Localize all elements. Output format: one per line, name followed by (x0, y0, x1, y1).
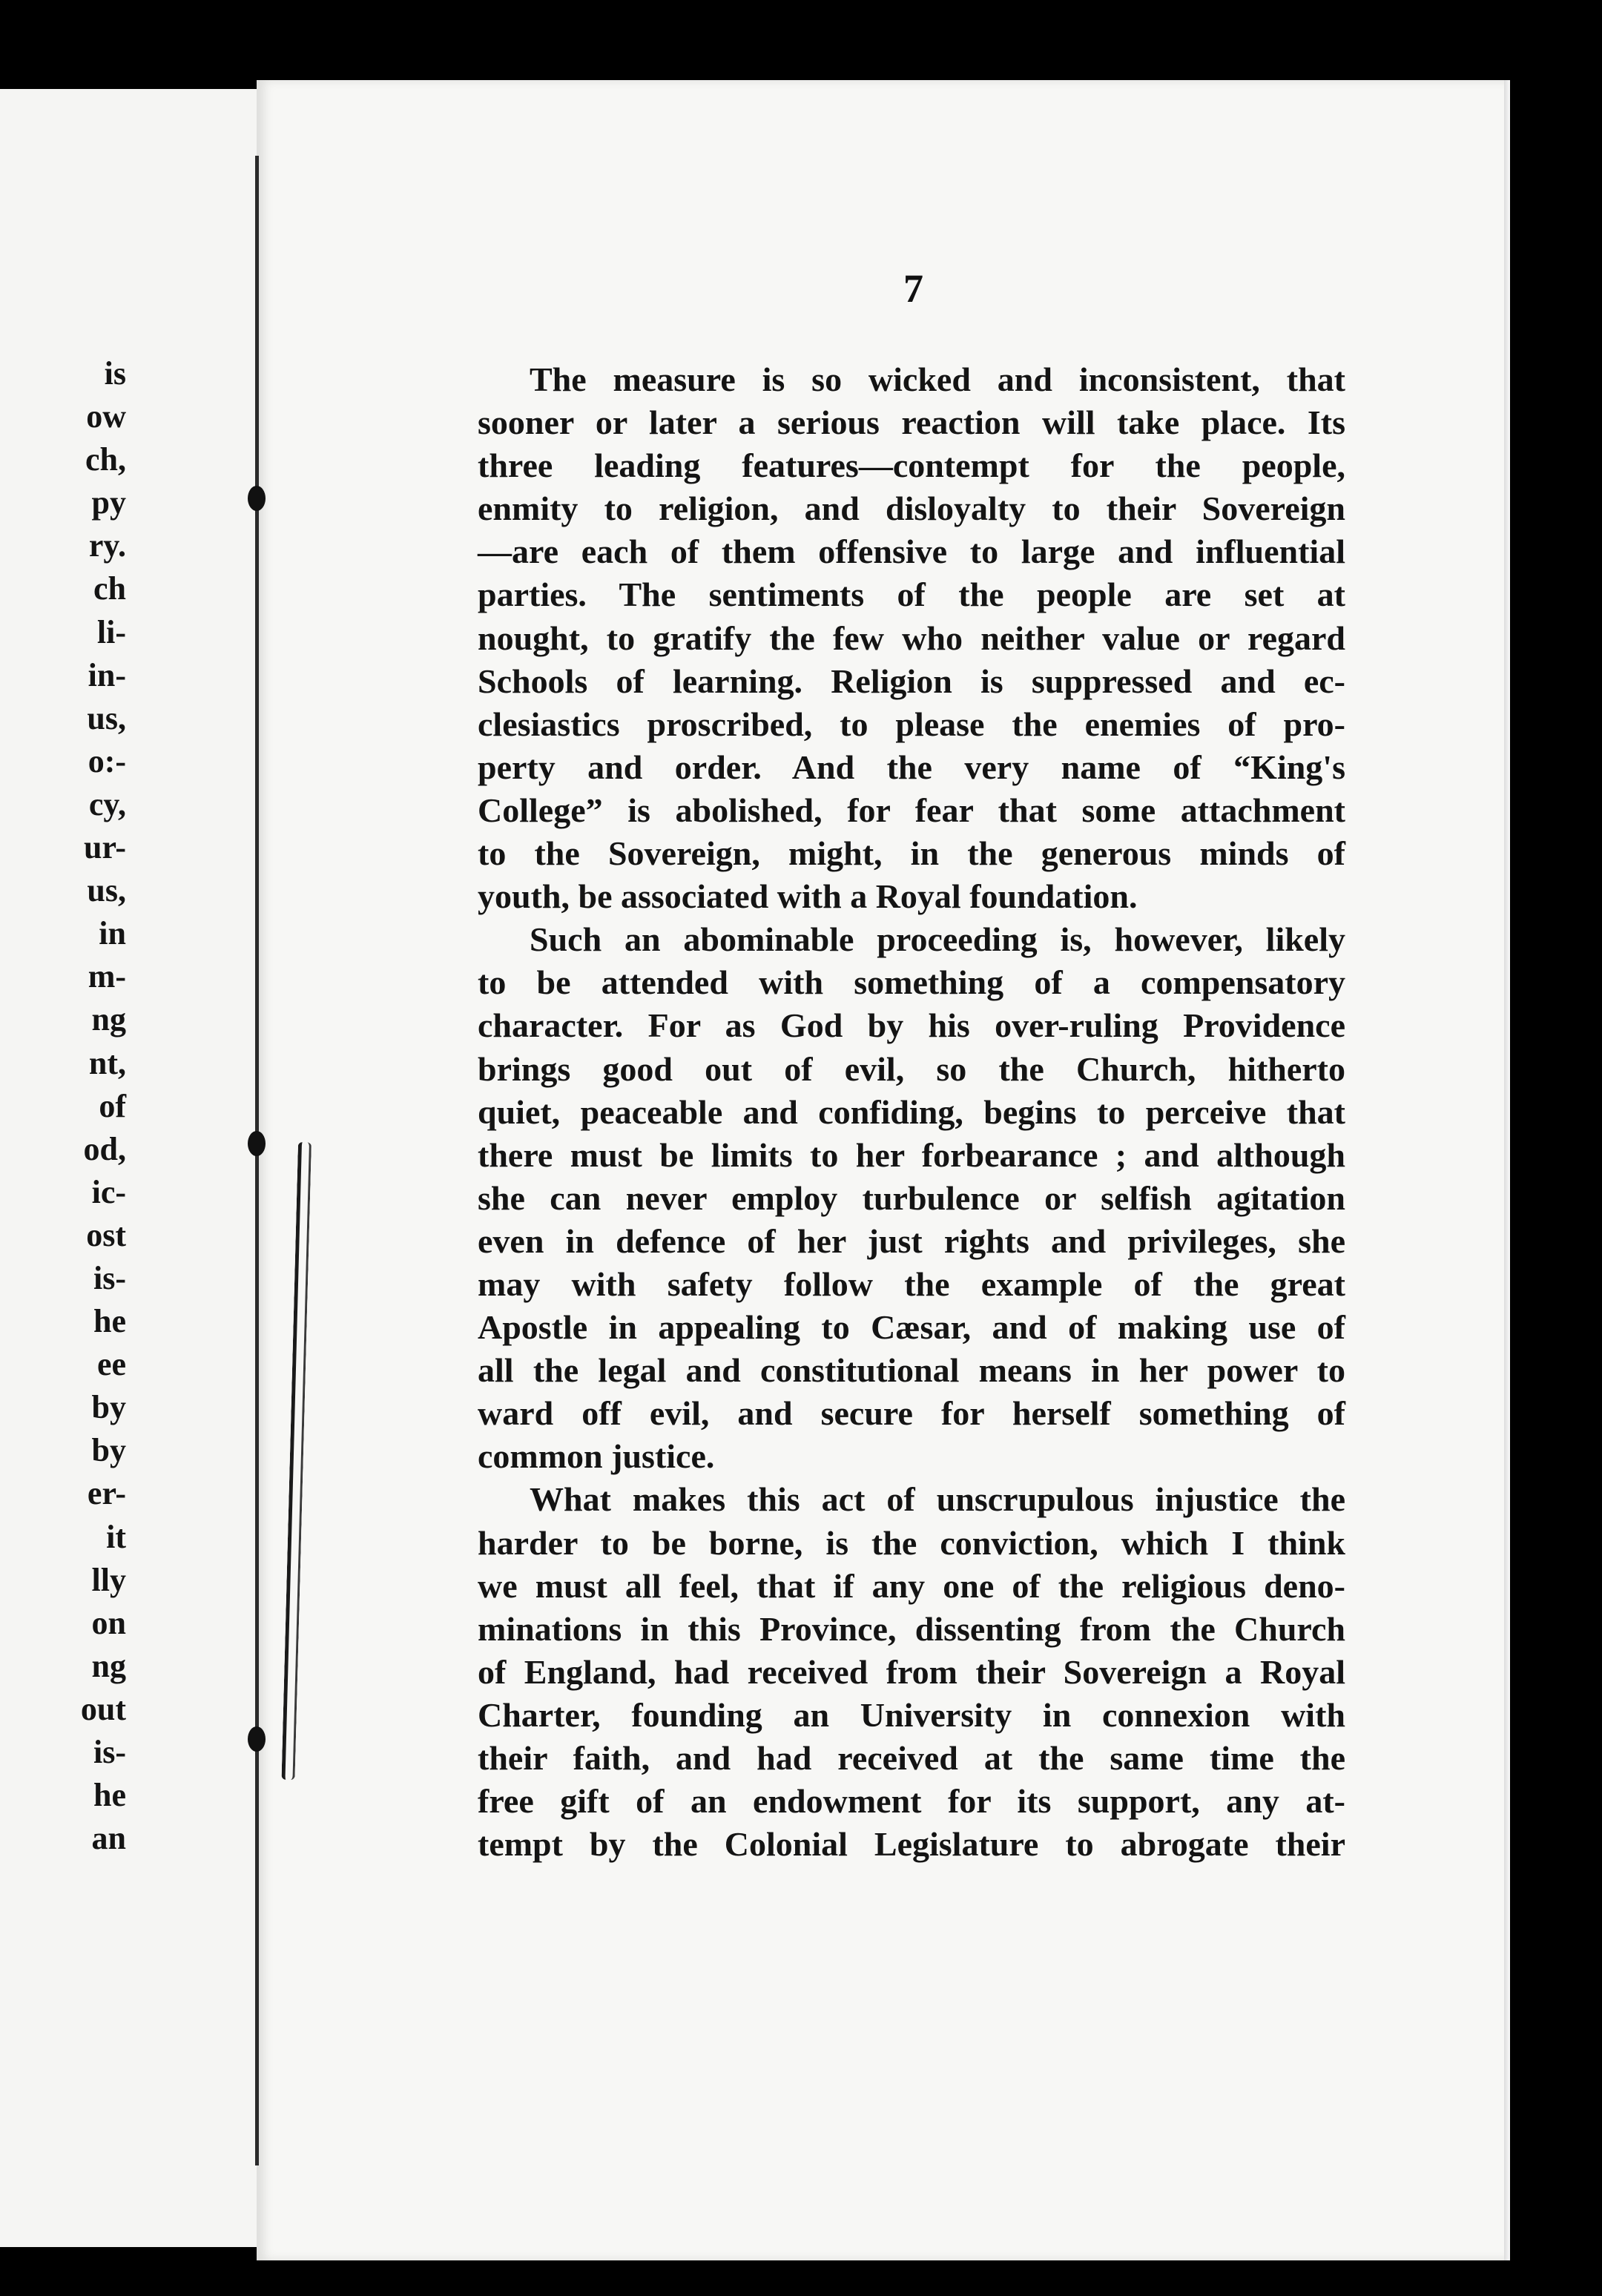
left-fragment: by (91, 1432, 126, 1469)
left-fragment: li- (96, 613, 126, 650)
text-line: to the Sovereign, might, in the generous minds of (478, 834, 1345, 873)
text-line: youth, be associated with a Royal foundation. (478, 877, 1138, 916)
paragraph (478, 358, 1345, 918)
text-line: Such an abominable proceeding is, however, likely (530, 920, 1345, 959)
text-line: College” is abolished, for fear that some attachment (478, 791, 1345, 829)
text-line: The measure is so wicked and inconsistent, that (530, 360, 1345, 398)
text-line: there must be limits to her forbearance ; and although (478, 1135, 1345, 1174)
left-fragment: is- (93, 1734, 126, 1770)
binding-stitch (248, 1726, 266, 1752)
left-fragment: in- (88, 656, 126, 693)
paragraph (478, 918, 1345, 1478)
left-fragment: nt, (88, 1044, 126, 1081)
text-line: character. For as God by his over-ruling Providence (478, 1006, 1345, 1045)
left-fragment: us, (87, 699, 126, 736)
text-line: all the legal and constitutional means in her power to (478, 1351, 1345, 1390)
left-fragment: ch, (85, 441, 126, 478)
text-line: we must all feel, that if any one of the religious deno- (478, 1566, 1345, 1605)
text-line: clesiastics proscribed, to please the enemies of pro- (478, 705, 1345, 743)
text-line: Charter, founding an University in connexion with (478, 1695, 1345, 1734)
left-fragment: on (91, 1604, 126, 1641)
left-fragment: lly (91, 1561, 126, 1598)
text-line: tempt by the Colonial Legislature to abrogate their (478, 1825, 1345, 1864)
text-line: perty and order. And the very name of “King's (478, 748, 1345, 786)
text-line: their faith, and had received at the same time the (478, 1739, 1345, 1777)
left-fragment: ee (96, 1346, 126, 1383)
paragraph (478, 1478, 1345, 1866)
left-fragment: ry. (88, 527, 126, 564)
text-line: brings good out of evil, so the Church, hitherto (478, 1049, 1345, 1088)
left-fragment: ng (91, 1001, 126, 1038)
text-line: ward off evil, and secure for herself something of (478, 1394, 1345, 1433)
text-line: she can never employ turbulence or selfish agitation (478, 1178, 1345, 1217)
left-fragment: ic- (91, 1173, 126, 1210)
text-line: harder to be borne, is the conviction, which I think (478, 1523, 1345, 1562)
page-number: 7 (903, 266, 923, 311)
left-fragment: m- (88, 958, 126, 995)
text-line: enmity to religion, and disloyalty to their Sovereign (478, 489, 1345, 528)
left-fragment: py (91, 484, 126, 521)
text-line: of England, had received from their Sovereign a Royal (478, 1652, 1345, 1691)
left-fragment: out (80, 1690, 126, 1727)
left-fragment: is- (93, 1259, 126, 1296)
text-line: quiet, peaceable and confiding, begins to perceive that (478, 1092, 1345, 1131)
left-fragment: o:- (88, 742, 126, 779)
page-edge (1504, 80, 1510, 2260)
text-line: may with safety follow the example of the great (478, 1264, 1345, 1303)
left-fragment: of (99, 1087, 126, 1124)
left-fragment: in (99, 915, 126, 952)
left-fragment: he (93, 1777, 126, 1814)
left-page (0, 89, 257, 2247)
left-fragment: he (93, 1303, 126, 1340)
binding-gutter (255, 156, 259, 2165)
binding-stitch (248, 1131, 266, 1156)
left-fragment: ost (86, 1216, 126, 1253)
text-line: minations in this Province, dissenting from the Church (478, 1609, 1345, 1648)
text-line: —are each of them offensive to large and influential (478, 532, 1345, 571)
text-line: free gift of an endowment for its support, any at- (478, 1782, 1345, 1821)
text-line: sooner or later a serious reaction will take place. Its (478, 403, 1345, 442)
left-fragment: od, (83, 1130, 126, 1167)
text-line: parties. The sentiments of the people are set at (478, 575, 1345, 614)
left-fragment: er- (87, 1475, 126, 1512)
text-line: three leading features—contempt for the people, (478, 446, 1345, 485)
left-fragment: it (106, 1518, 126, 1555)
text-line: to be attended with something of a compensatory (478, 963, 1345, 1002)
left-fragment: an (91, 1820, 126, 1857)
text-line: common justice. (478, 1437, 715, 1476)
text-line: nought, to gratify the few who neither value or regard (478, 618, 1345, 657)
left-fragment: by (91, 1389, 126, 1426)
left-fragment: ch (93, 570, 126, 607)
left-fragment: ng (91, 1647, 126, 1684)
left-fragment: ur- (83, 829, 126, 866)
left-fragment: cy, (88, 785, 126, 822)
binding-stitch (248, 486, 266, 511)
text-line: Apostle in appealing to Cæsar, and of making use of (478, 1308, 1345, 1347)
text-line: Schools of learning. Religion is suppressed and ec- (478, 662, 1345, 700)
left-fragment: ow (86, 398, 126, 435)
left-page-text-fragments (81, 352, 126, 1860)
text-line: What makes this act of unscrupulous injustice the (530, 1480, 1345, 1519)
left-fragment: us, (87, 872, 126, 909)
left-fragment: is (104, 355, 126, 392)
body-text (478, 358, 1345, 1866)
text-line: even in defence of her just rights and privileges, she (478, 1221, 1345, 1260)
